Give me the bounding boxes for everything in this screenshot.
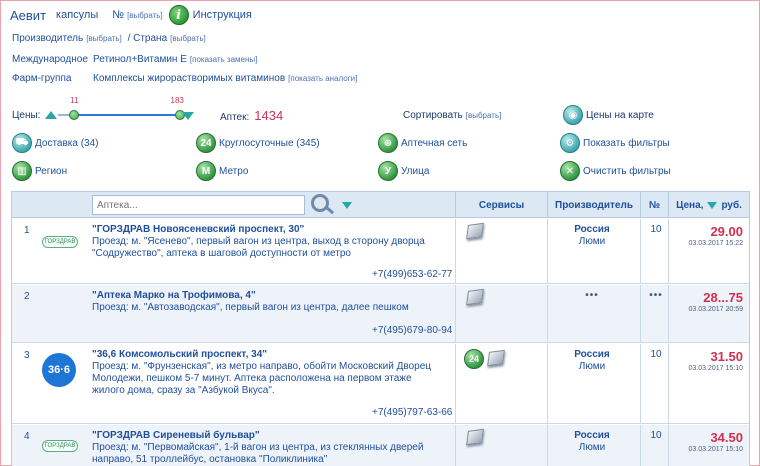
show-analogs-link[interactable]: [показать аналоги] — [288, 74, 358, 83]
pharmacy-count-label: Аптек: — [220, 112, 250, 123]
price-date: 03.03.2017 15:10 — [688, 365, 743, 372]
clear-filters-label: Очистить фильтры — [583, 165, 671, 177]
row-number: 3 — [24, 350, 30, 361]
price-date: 03.03.2017 15:10 — [688, 446, 743, 453]
pharm-group-label: Фарм-группа — [12, 73, 72, 84]
sort-desc-icon[interactable] — [182, 112, 194, 120]
col-price[interactable] — [668, 192, 749, 218]
pack-quantity: 10 — [650, 349, 662, 360]
number-label: № — [112, 9, 125, 21]
price-date: 03.03.2017 20:59 — [688, 306, 743, 313]
show-filters-label: Показать фильтры — [583, 137, 670, 149]
quantity-more[interactable]: ••• — [649, 290, 663, 301]
cart-icon: ⛟ — [12, 133, 32, 153]
manufacturer-country: Россия — [574, 224, 610, 235]
logo-366: 36·6 — [42, 353, 76, 387]
price-date: 03.03.2017 15:22 — [688, 240, 743, 247]
filter-chain-label: Аптечная сеть — [401, 137, 468, 149]
map-pin-icon: ◉ — [563, 105, 583, 125]
price-max-label: 183 — [170, 96, 184, 105]
pharmacy-table — [11, 191, 750, 466]
manufacturer-choose-link[interactable]: [выбрать] — [86, 34, 122, 43]
filter-street-label: Улица — [401, 165, 430, 177]
show-substitutes-link[interactable]: [показать замены] — [189, 55, 258, 64]
row-number: 4 — [24, 431, 30, 442]
inn-line — [12, 54, 412, 65]
filter-chain[interactable] — [378, 133, 467, 153]
filter-metro-label: Метро — [219, 165, 249, 177]
pharmacy-name-link[interactable]: "ГОРЗДРАВ Новоясеневский проспект, 30" — [92, 224, 305, 235]
filter-region[interactable] — [12, 161, 67, 181]
gorzdrav-logo: ГОРЗДРАВ — [42, 236, 78, 248]
col-manufacturer[interactable]: Производитель — [547, 192, 640, 218]
prices-label: Цены: — [12, 110, 41, 121]
pharm-group-line — [12, 73, 412, 84]
pharmacy-address: Проезд: м. "Фрунзенская", из метро направо, обойти Московский Дворец Молодежи, пешком 5-7 минут. Аптека расположена на первом этаже жилого дома, сразу за "Азбукой Вкуса". — [92, 361, 432, 396]
sort-asc-icon[interactable] — [45, 111, 57, 119]
price-cell — [689, 349, 744, 372]
gorzdrav-logo: ГОРЗДРАВ — [42, 440, 78, 452]
filter-region-label: Регион — [35, 165, 68, 177]
pharmacy-name-link[interactable]: "36,6 Комсомольский проспект, 34" — [92, 349, 267, 360]
manufacturer-more[interactable]: ••• — [585, 290, 599, 301]
card-payment-icon — [467, 290, 483, 304]
pharmacy-phone: +7(495)679-80-94 — [372, 325, 453, 336]
card-payment-icon — [467, 430, 483, 444]
sort-price-icon[interactable] — [707, 202, 717, 209]
price-value[interactable]: 34.50 — [710, 430, 743, 445]
col-num: № — [640, 192, 668, 218]
metro-icon: М — [196, 161, 216, 181]
table-header — [12, 192, 749, 218]
map-prices-link[interactable] — [563, 105, 654, 125]
clear-filters-button[interactable] — [560, 161, 671, 181]
manufacturer-cell — [547, 224, 637, 248]
filter-delivery-label: Доставка (34) — [35, 137, 99, 149]
row-number: 1 — [24, 225, 30, 236]
price-value[interactable]: 31.50 — [710, 349, 743, 364]
filter-street[interactable] — [378, 161, 429, 181]
search-dropdown-icon[interactable] — [342, 202, 352, 209]
manufacturer-cell — [547, 430, 637, 454]
price-min-label: 11 — [70, 96, 79, 105]
sort-label: Сортировать — [403, 110, 463, 121]
price-slider-fill — [74, 114, 179, 116]
price-value[interactable]: 28...75 — [703, 290, 743, 305]
col-price-unit: руб. — [721, 199, 742, 211]
table-row[interactable] — [12, 344, 749, 424]
building-icon: ▥ — [12, 161, 32, 181]
street-icon: У — [378, 161, 398, 181]
table-row[interactable] — [12, 219, 749, 284]
pharmacy-count-value: 1434 — [254, 108, 284, 123]
col-services: Сервисы — [455, 192, 547, 218]
price-cell — [689, 430, 744, 453]
clock-24-icon — [464, 349, 484, 369]
card-payment-icon — [467, 224, 483, 238]
row-number: 2 — [24, 291, 30, 302]
filter-delivery[interactable] — [12, 133, 99, 153]
pharm-group-value: Комплексы жирорастворимых витаминов — [93, 73, 286, 84]
country-choose-link[interactable]: [выбрать] — [170, 34, 206, 43]
clock-24-icon: 24 — [196, 133, 216, 153]
pharmacy-chain-icon: ⊕ — [378, 133, 398, 153]
drug-header — [10, 6, 252, 24]
country-label: / Страна — [127, 33, 168, 44]
sort-control — [403, 110, 501, 121]
pharmacy-search-input[interactable] — [92, 195, 305, 215]
map-prices-label: Цены на карте — [586, 109, 654, 121]
filter-allday[interactable] — [196, 133, 320, 153]
table-row[interactable] — [12, 425, 749, 466]
pharmacy-phone: +7(495)797-63-66 — [372, 407, 453, 418]
price-value[interactable]: 29.00 — [710, 224, 743, 239]
table-row[interactable] — [12, 285, 749, 343]
manufacturer-country: Россия — [574, 349, 610, 360]
pack-quantity: 10 — [650, 224, 662, 235]
price-min-handle[interactable] — [69, 110, 79, 120]
search-icon-handle — [326, 207, 334, 214]
manufacturer-cell — [547, 349, 637, 373]
filter-allday-label: Круглосуточные (345) — [219, 137, 320, 149]
filter-metro[interactable] — [196, 161, 248, 181]
pharmacy-count — [220, 108, 283, 123]
instruction-link[interactable]: Инструкция — [192, 9, 252, 21]
inn-label: Международное — [12, 54, 88, 65]
pharmacy-name-link[interactable]: "Аптека Марко на Трофимова, 4" — [92, 290, 256, 301]
col-price-label: Цена, — [676, 199, 704, 211]
gear-icon: ⚙ — [560, 133, 580, 153]
manufacturer-name: Люми — [578, 442, 606, 453]
drug-form: капсулы — [56, 9, 99, 21]
pharmacy-address: Проезд: м. "Ясенево", первый вагон из центра, выход в сторону дворца "Содружество", аптека в шаговой доступности от метро — [92, 236, 425, 259]
pharmacy-name-link[interactable]: "ГОРЗДРАВ Сиреневый бульвар" — [92, 430, 260, 441]
manufacturer-country: Россия — [574, 430, 610, 441]
close-icon: ✕ — [560, 161, 580, 181]
price-filter-row — [12, 96, 752, 125]
manufacturer-name: Люми — [578, 236, 606, 247]
price-cell — [689, 290, 744, 313]
number-choose-link[interactable]: [выбрать] — [127, 10, 163, 20]
show-filters-button[interactable] — [560, 133, 670, 153]
price-cell — [689, 224, 744, 247]
manufacturer-name: Люми — [578, 361, 606, 372]
manufacturer-line — [12, 33, 206, 44]
sort-choose-link[interactable]: [выбрать] — [465, 111, 502, 120]
info-icon[interactable]: i — [169, 5, 189, 25]
manufacturer-label: Производитель — [12, 33, 84, 44]
clock-24-icon-label: 24 — [464, 349, 484, 369]
pharmacy-address: Проезд: м. "Первомайская", 1-й вагон из центра, из стеклянных дверей направо, 51 троллейбус, остановка "Поликлиника" — [92, 442, 424, 465]
pharmacy-address: Проезд: м. "Автозаводская", первый вагон из центра, далее пешком — [92, 302, 409, 313]
inn-value: Ретинол+Витамин Е — [93, 54, 187, 65]
pack-quantity: 10 — [650, 430, 662, 441]
pharmacy-phone: +7(499)653-62-77 — [372, 269, 453, 280]
card-payment-icon — [488, 351, 504, 365]
drug-name: Аевит — [10, 7, 47, 23]
